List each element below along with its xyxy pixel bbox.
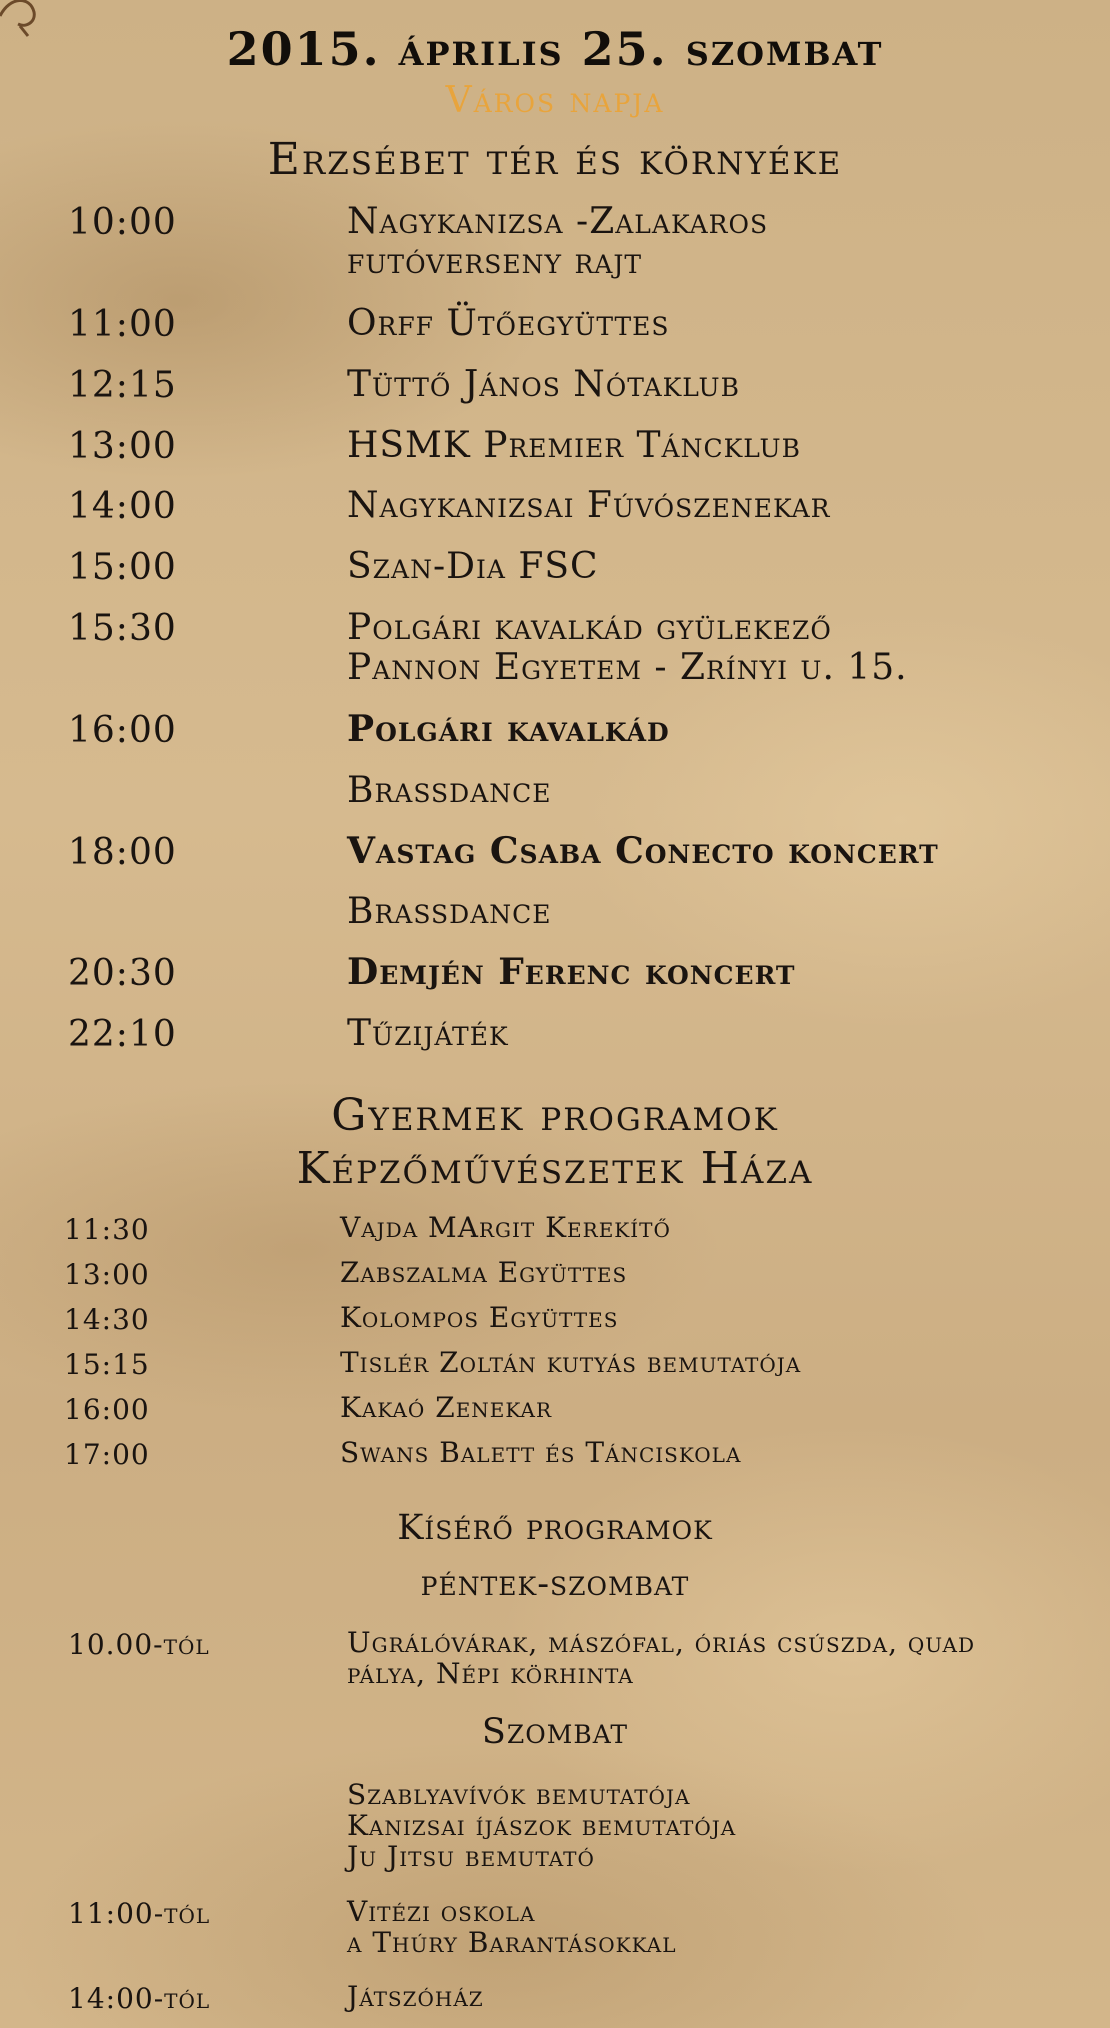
side-event: Szablyavívók bemutatója Kanizsai íjászok bemutatója Ju Jitsu bemutató [347,1778,737,1873]
event-subtitle: Város napja [445,80,665,121]
schedule-event: Tűzijáték [347,1013,509,1054]
children-time: 14:30 [64,1303,150,1336]
children-time: 15:15 [64,1348,150,1381]
schedule-time: 15:30 [68,608,177,649]
event-venue: Erzsébet tér és környéke [267,134,843,185]
schedule-time: 11:00 [68,304,177,345]
children-event: Swans Balett és Tánciskola [340,1436,742,1469]
side-time: 11:00-tól [68,1897,211,1930]
children-time: 13:00 [64,1258,150,1291]
schedule-time: 12:15 [68,365,177,406]
side-event: Játszóház [347,1980,484,2013]
schedule-event: Polgári kavalkád gyülekező Pannon Egyetem - Zrínyi u. 15. [347,607,908,688]
schedule-event: Brassdance [347,891,552,932]
side-days-friday-saturday: péntek-szombat [420,1564,690,1604]
schedule-event: HSMK Premier Táncklub [347,425,801,466]
schedule-event: Nagykanizsa -Zalakaros futóverseny rajt [347,201,769,282]
schedule-time: 13:00 [68,426,177,467]
schedule-time: 18:00 [68,832,177,873]
schedule-time: 20:30 [68,953,177,994]
schedule-event: Orff Ütőegyüttes [347,303,670,344]
children-heading: Gyermek programok [331,1090,779,1141]
children-time: 11:30 [64,1213,150,1246]
schedule-time: 10:00 [68,202,177,243]
children-time: 16:00 [64,1393,150,1426]
children-event: Vajda MArgit Kerekítő [340,1211,671,1244]
children-event: Kolompos Együttes [340,1301,619,1334]
schedule-time: 15:00 [68,547,177,588]
schedule-time: 22:10 [68,1014,177,1055]
schedule-event: Demjén Ferenc koncert [347,951,796,993]
children-time: 17:00 [64,1438,150,1471]
children-event: Kakaó Zenekar [340,1391,553,1424]
schedule-event: Tüttő János Nótaklub [347,364,740,405]
side-event: Vitézi oskola a Thúry Barantásokkal [347,1895,677,1959]
schedule-event: Szan-Dia FSC [347,546,599,587]
side-days-saturday: Szombat [481,1712,629,1752]
side-heading: Kísérő programok [397,1508,713,1548]
children-event: Zabszalma Együttes [340,1256,628,1289]
side-time: 14:00-tól [68,1982,211,2015]
side-time: 10.00-tól [68,1628,210,1661]
schedule-event: Vastag Csaba Conecto koncert [347,830,939,872]
children-event: Tislér Zoltán kutyás bemutatója [340,1346,802,1379]
event-date-title: 2015. április 25. szombat [226,22,884,76]
schedule-event: Nagykanizsai Fúvószenekar [347,485,831,526]
schedule-event: Brassdance [347,770,552,811]
side-event: Ugrálóvárak, mászófal, óriás csúszda, quad pálya, Népi körhinta [347,1626,976,1690]
schedule-event: Polgári kavalkád [347,708,670,750]
schedule-time: 14:00 [68,486,177,527]
children-venue: Képzőművészetek Háza [296,1143,814,1194]
schedule-time: 16:00 [68,710,177,751]
